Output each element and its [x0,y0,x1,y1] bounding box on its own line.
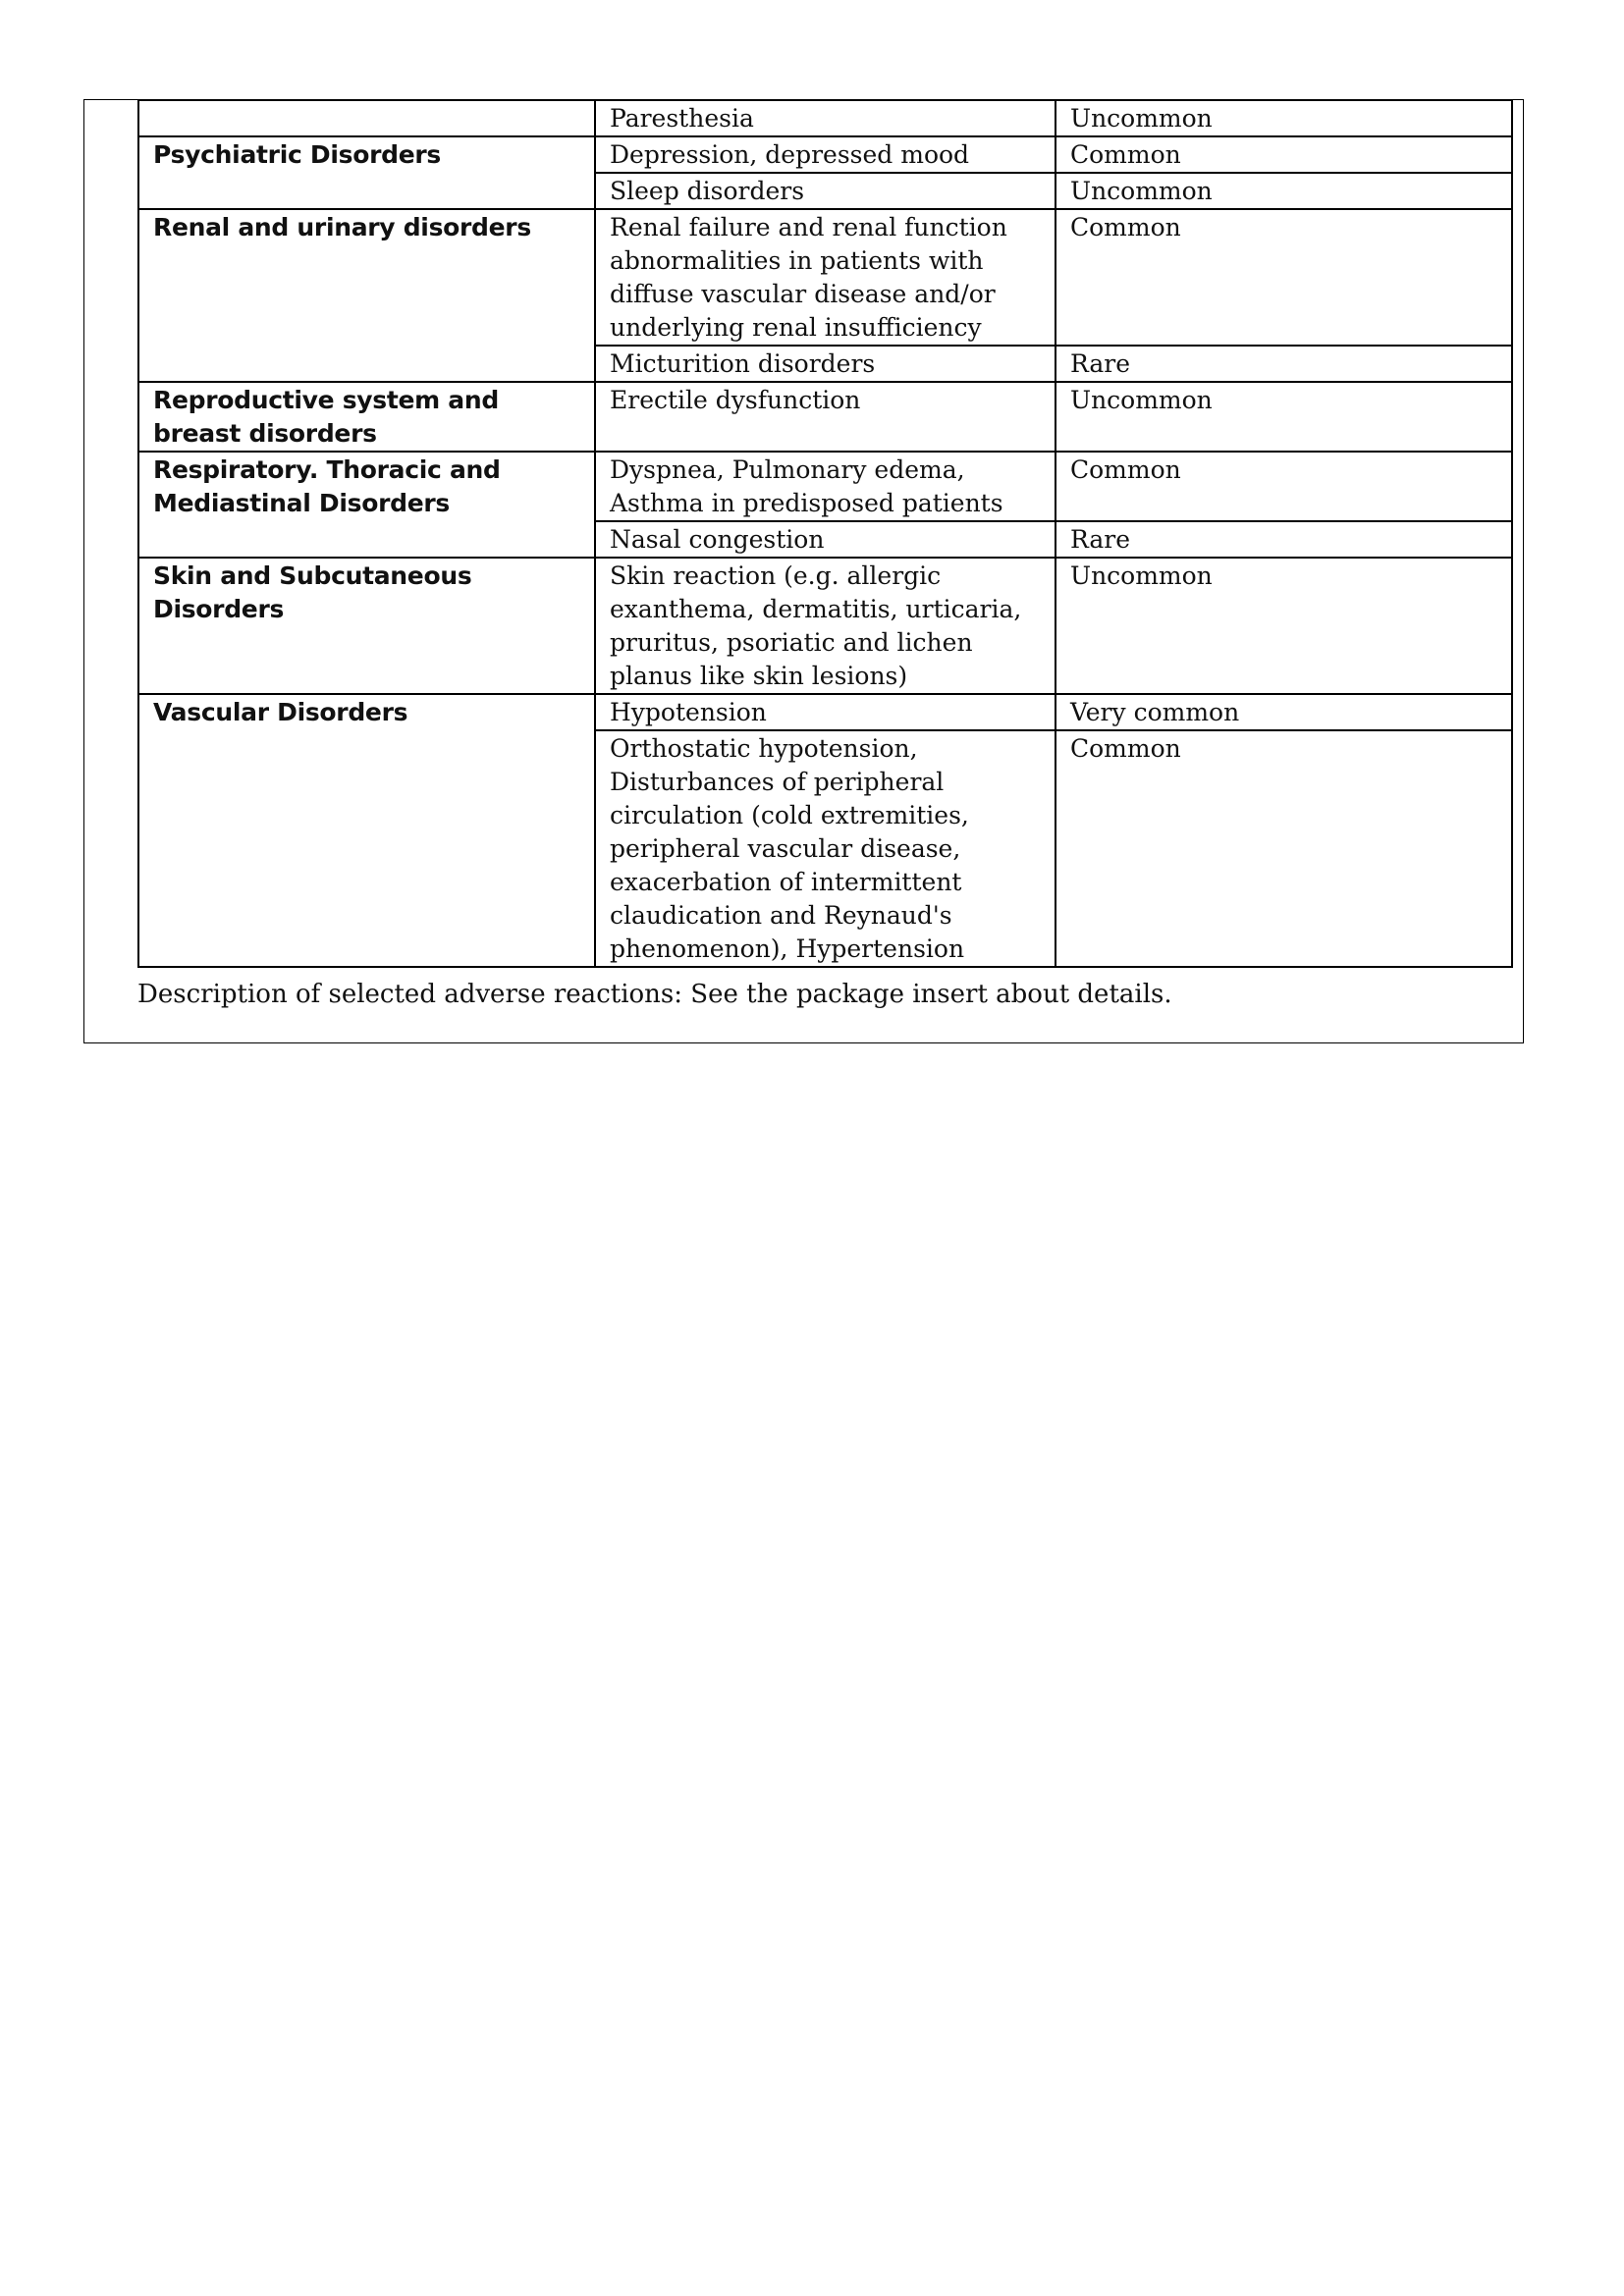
table-row [138,452,1512,521]
frequency-cell: Very common [1056,694,1512,730]
table-row [138,209,1512,346]
frequency-cell: Uncommon [1056,558,1512,694]
table-row [138,382,1512,452]
soc-cell: Reproductive system and breast disorders [138,382,595,452]
frequency-cell: Rare [1056,521,1512,558]
soc-cell [138,100,595,136]
adverse-reactions-table [137,99,1513,968]
frequency-cell: Common [1056,136,1512,173]
frequency-cell: Common [1056,730,1512,967]
table-row [138,558,1512,694]
table-row [138,100,1512,136]
soc-cell: Skin and Subcutaneous Disorders [138,558,595,694]
reaction-cell: Orthostatic hypotension, Disturbances of peripheral circulation (cold extremities, peripheral vascular disease, exacerbation of intermittent claudication and Reynaud's phenomenon), Hypertension [595,730,1056,967]
frequency-cell: Uncommon [1056,382,1512,452]
soc-cell: Respiratory. Thoracic and Mediastinal Disorders [138,452,595,558]
table-row [138,694,1512,730]
reaction-cell: Depression, depressed mood [595,136,1056,173]
frequency-cell: Common [1056,209,1512,346]
reaction-cell: Skin reaction (e.g. allergic exanthema, dermatitis, urticaria, pruritus, psoriatic and lichen planus like skin lesions) [595,558,1056,694]
reaction-cell: Nasal congestion [595,521,1056,558]
reaction-cell: Erectile dysfunction [595,382,1056,452]
frequency-cell: Rare [1056,346,1512,382]
soc-cell: Psychiatric Disorders [138,136,595,209]
reaction-cell: Micturition disorders [595,346,1056,382]
reaction-cell: Sleep disorders [595,173,1056,209]
reaction-cell: Paresthesia [595,100,1056,136]
reaction-cell: Hypotension [595,694,1056,730]
reaction-cell: Renal failure and renal function abnormalities in patients with diffuse vascular disease and/or underlying renal insufficiency [595,209,1056,346]
reaction-cell: Dyspnea, Pulmonary edema, Asthma in predisposed patients [595,452,1056,521]
frequency-cell: Uncommon [1056,100,1512,136]
soc-cell: Vascular Disorders [138,694,595,967]
soc-cell: Renal and urinary disorders [138,209,595,382]
frequency-cell: Common [1056,452,1512,521]
table-row [138,136,1512,173]
adverse-reactions-note: Description of selected adverse reactions: See the package insert about details. [137,980,1172,1009]
frequency-cell: Uncommon [1056,173,1512,209]
